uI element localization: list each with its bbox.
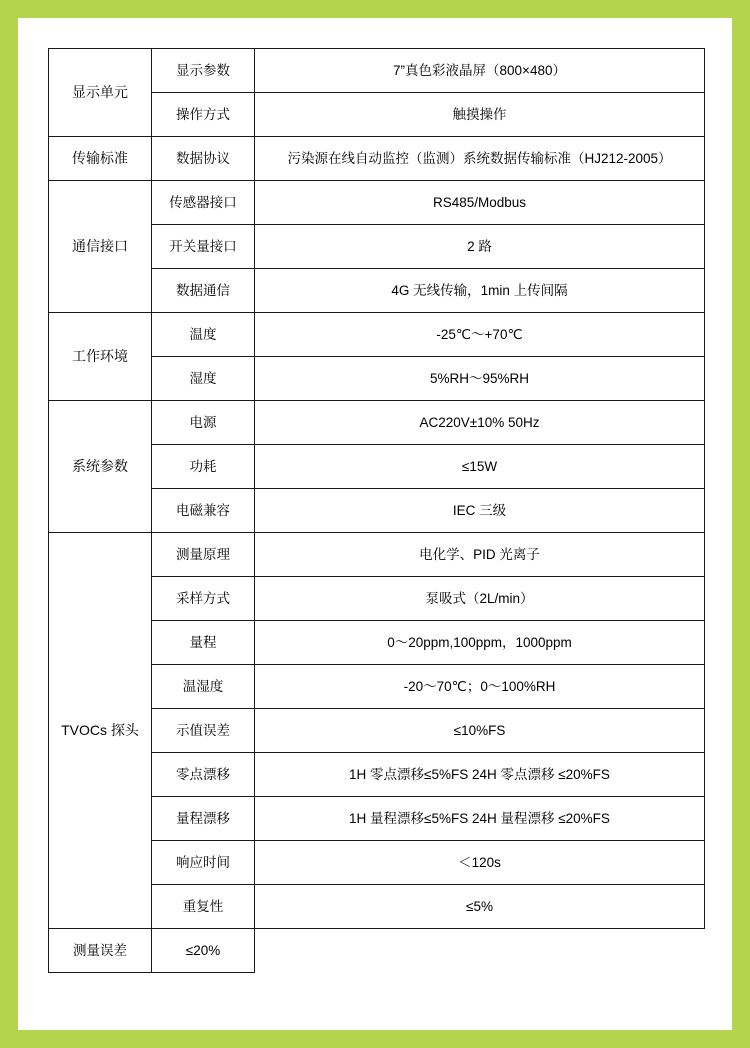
value-cell: 1H 零点漂移≤5%FS 24H 零点漂移 ≤20%FS <box>255 753 705 797</box>
item-cell: 温湿度 <box>152 665 255 709</box>
table-row <box>49 181 705 225</box>
item-cell: 开关量接口 <box>152 225 255 269</box>
value-cell: RS485/Modbus <box>255 181 705 225</box>
value-cell: -20～70℃；0～100%RH <box>255 665 705 709</box>
value-cell: 7”真色彩液晶屏（800×480） <box>255 49 705 93</box>
item-cell: 数据通信 <box>152 269 255 313</box>
table-row <box>49 49 705 93</box>
item-cell: 量程漂移 <box>152 797 255 841</box>
value-cell: ≤20% <box>152 929 255 973</box>
group-cell: TVOCs 探头 <box>49 533 152 929</box>
group-cell: 系统参数 <box>49 401 152 533</box>
value-cell: AC220V±10% 50Hz <box>255 401 705 445</box>
item-cell: 操作方式 <box>152 93 255 137</box>
value-cell: 泵吸式（2L/min） <box>255 577 705 621</box>
value-cell: ≤5% <box>255 885 705 929</box>
group-cell: 工作环境 <box>49 313 152 401</box>
item-cell: 显示参数 <box>152 49 255 93</box>
value-cell: ＜120s <box>255 841 705 885</box>
value-cell: ≤10%FS <box>255 709 705 753</box>
value-cell: 电化学、PID 光离子 <box>255 533 705 577</box>
item-cell: 数据协议 <box>152 137 255 181</box>
item-cell: 量程 <box>152 621 255 665</box>
value-cell: 0～20ppm,100ppm，1000ppm <box>255 621 705 665</box>
item-cell: 电源 <box>152 401 255 445</box>
value-cell: 污染源在线自动监控（监测）系统数据传输标准（HJ212-2005） <box>255 137 705 181</box>
item-cell: 功耗 <box>152 445 255 489</box>
item-cell: 湿度 <box>152 357 255 401</box>
item-cell: 测量原理 <box>152 533 255 577</box>
group-cell: 通信接口 <box>49 181 152 313</box>
group-cell: 显示单元 <box>49 49 152 137</box>
item-cell: 零点漂移 <box>152 753 255 797</box>
item-cell: 电磁兼容 <box>152 489 255 533</box>
item-cell: 采样方式 <box>152 577 255 621</box>
item-cell: 测量误差 <box>49 929 152 973</box>
item-cell: 示值误差 <box>152 709 255 753</box>
value-cell: 1H 量程漂移≤5%FS 24H 量程漂移 ≤20%FS <box>255 797 705 841</box>
specification-table <box>48 48 705 973</box>
specification-table-body <box>49 49 705 973</box>
table-row <box>49 401 705 445</box>
item-cell: 响应时间 <box>152 841 255 885</box>
item-cell: 传感器接口 <box>152 181 255 225</box>
item-cell: 温度 <box>152 313 255 357</box>
value-cell: 5%RH～95%RH <box>255 357 705 401</box>
table-row <box>49 313 705 357</box>
value-cell: 触摸操作 <box>255 93 705 137</box>
value-cell: 2 路 <box>255 225 705 269</box>
table-row <box>49 533 705 577</box>
document-page <box>18 18 732 1030</box>
group-cell: 传输标准 <box>49 137 152 181</box>
value-cell: ≤15W <box>255 445 705 489</box>
value-cell: 4G 无线传输，1min 上传间隔 <box>255 269 705 313</box>
item-cell: 重复性 <box>152 885 255 929</box>
table-row <box>49 137 705 181</box>
value-cell: -25℃～+70℃ <box>255 313 705 357</box>
value-cell: IEC 三级 <box>255 489 705 533</box>
table-row <box>49 929 705 973</box>
